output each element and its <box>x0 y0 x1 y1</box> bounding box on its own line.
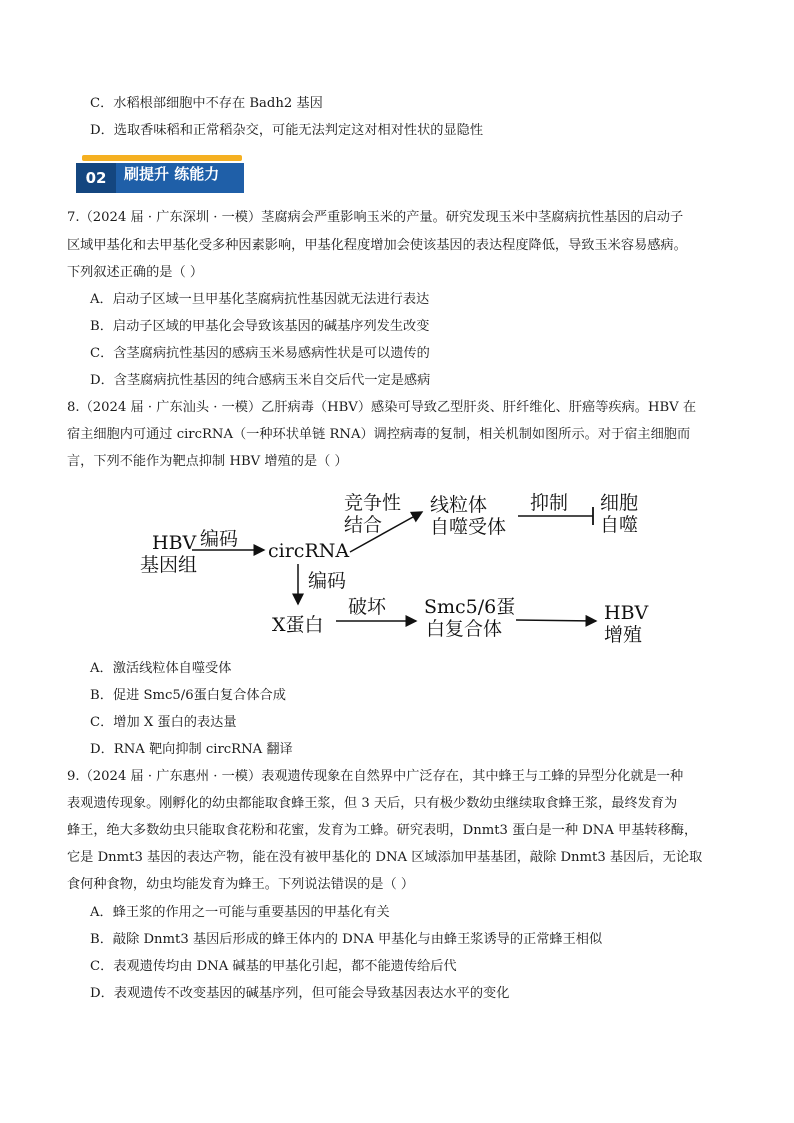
x-protein-node: X蛋白 <box>272 614 324 636</box>
q7-stem-line: 7.（2024 届 · 广东深圳 · 一模）茎腐病会严重影响玉米的产量。研究发现玉米中茎腐病抗性基因的启动子 <box>67 210 684 225</box>
q9-stem-line: 9.（2024 届 · 广东惠州 · 一模）表观遗传现象在自然界中广泛存在，其中蜂王与工蜂的异型分化就是一种 <box>67 769 684 784</box>
q9-stem-line: 它是 Dnmt3 基因的表达产物，能在没有被甲基化的 DNA 区域添加甲基基团，敲除 Dnmt3 基因后，无论取 <box>67 850 703 865</box>
q7-stem-line: 区域甲基化和去甲基化受多种因素影响，甲基化程度增加会使该基因的表达程度降低，导致玉米容易感病。 <box>67 238 687 253</box>
q8-option-c: C．增加 X 蛋白的表达量 <box>90 715 237 730</box>
q8-stem-line: 8.（2024 届 · 广东汕头 · 一模）乙肝病毒（HBV）感染可导致乙型肝炎、肝纤维化、肝癌等疾病。HBV 在 <box>67 400 697 415</box>
q7-stem-line: 下列叙述正确的是（ ） <box>67 265 204 280</box>
label-encode-2: 编码 <box>308 570 347 592</box>
mito-receptor-line1: 线粒体 <box>430 494 488 516</box>
smc-complex-line1: Smc5/6蛋 <box>424 596 516 618</box>
q7-option-c: C．含茎腐病抗性基因的感病玉米易感病性状是可以遗传的 <box>90 346 430 361</box>
label-destroy: 破坏 <box>348 596 387 618</box>
hbv-genome-line1: HBV <box>152 532 197 554</box>
q8-option-d: D．RNA 靶向抑制 circRNA 翻译 <box>90 742 293 757</box>
arrow-to-replication <box>516 620 596 621</box>
q9-stem-line: 食何种食物，幼虫均能发育为蜂王。下列说法错误的是（ ） <box>67 877 415 892</box>
q8-stem-line: 言，下列不能作为靶点抑制 HBV 增殖的是（ ） <box>67 454 348 469</box>
label-inhibit: 抑制 <box>530 492 569 514</box>
hbv-replication-line2: 增殖 <box>604 624 643 646</box>
q8-option-b: B．促进 Smc5/6蛋白复合体合成 <box>90 688 286 703</box>
q9-stem-line: 表观遗传现象。刚孵化的幼虫都能取食蜂王浆，但 3 天后，只有极少数幼虫继续取食蜂王浆，最终发育为 <box>67 796 678 811</box>
section-number: 02 <box>76 163 116 193</box>
q7-option-b: B．启动子区域的甲基化会导致该基因的碱基序列发生改变 <box>90 319 430 334</box>
circrna-node: circRNA <box>268 540 350 562</box>
q9-option-b: B．敲除 Dnmt3 基因后形成的蜂王体内的 DNA 甲基化与由蜂王浆诱导的正常蜂王相似 <box>90 932 603 947</box>
q9-option-d: D．表观遗传不改变基因的碱基序列，但可能会导致基因表达水平的变化 <box>90 986 510 1001</box>
mito-receptor-line2: 自噬受体 <box>430 516 507 538</box>
diagram-arrows <box>132 486 672 654</box>
label-encode-1: 编码 <box>200 528 239 550</box>
q9-option-a: A．蜂王浆的作用之一可能与重要基因的甲基化有关 <box>90 905 390 920</box>
hbv-replication-line1: HBV <box>604 602 649 624</box>
q6-option-c: C．水稻根部细胞中不存在 Badh2 基因 <box>90 96 323 111</box>
label-compete-line1: 竞争性 <box>344 492 402 514</box>
q9-option-c: C．表观遗传均由 DNA 碱基的甲基化引起，都不能遗传给后代 <box>90 959 457 974</box>
hbv-genome-line2: 基因组 <box>140 554 198 576</box>
hbv-mechanism-diagram <box>132 486 672 654</box>
q9-stem-line: 蜂王，绝大多数幼虫只能取食花粉和花蜜，发育为工蜂。研究表明，Dnmt3 蛋白是一种 DNA 甲基转移酶， <box>67 823 698 838</box>
q8-option-a: A．激活线粒体自噬受体 <box>90 661 232 676</box>
badge-stripe <box>82 155 242 161</box>
smc-complex-line2: 白复合体 <box>426 618 503 640</box>
q7-option-a: A．启动子区域一旦甲基化茎腐病抗性基因就无法进行表达 <box>90 292 430 307</box>
q6-option-d: D．选取香味稻和正常稻杂交，可能无法判定这对相对性状的显隐性 <box>90 123 484 138</box>
section-title: 刷提升 练能力 <box>124 165 220 183</box>
autophagy-line1: 细胞 <box>600 492 639 514</box>
section-badge <box>76 155 246 199</box>
q7-option-d: D．含茎腐病抗性基因的纯合感病玉米自交后代一定是感病 <box>90 373 431 388</box>
label-compete-line2: 结合 <box>344 514 383 536</box>
autophagy-line2: 自噬 <box>600 514 639 536</box>
q8-stem-line: 宿主细胞内可通过 circRNA（一种环状单链 RNA）调控病毒的复制，相关机制如图所示。对于宿主细胞而 <box>67 427 691 442</box>
